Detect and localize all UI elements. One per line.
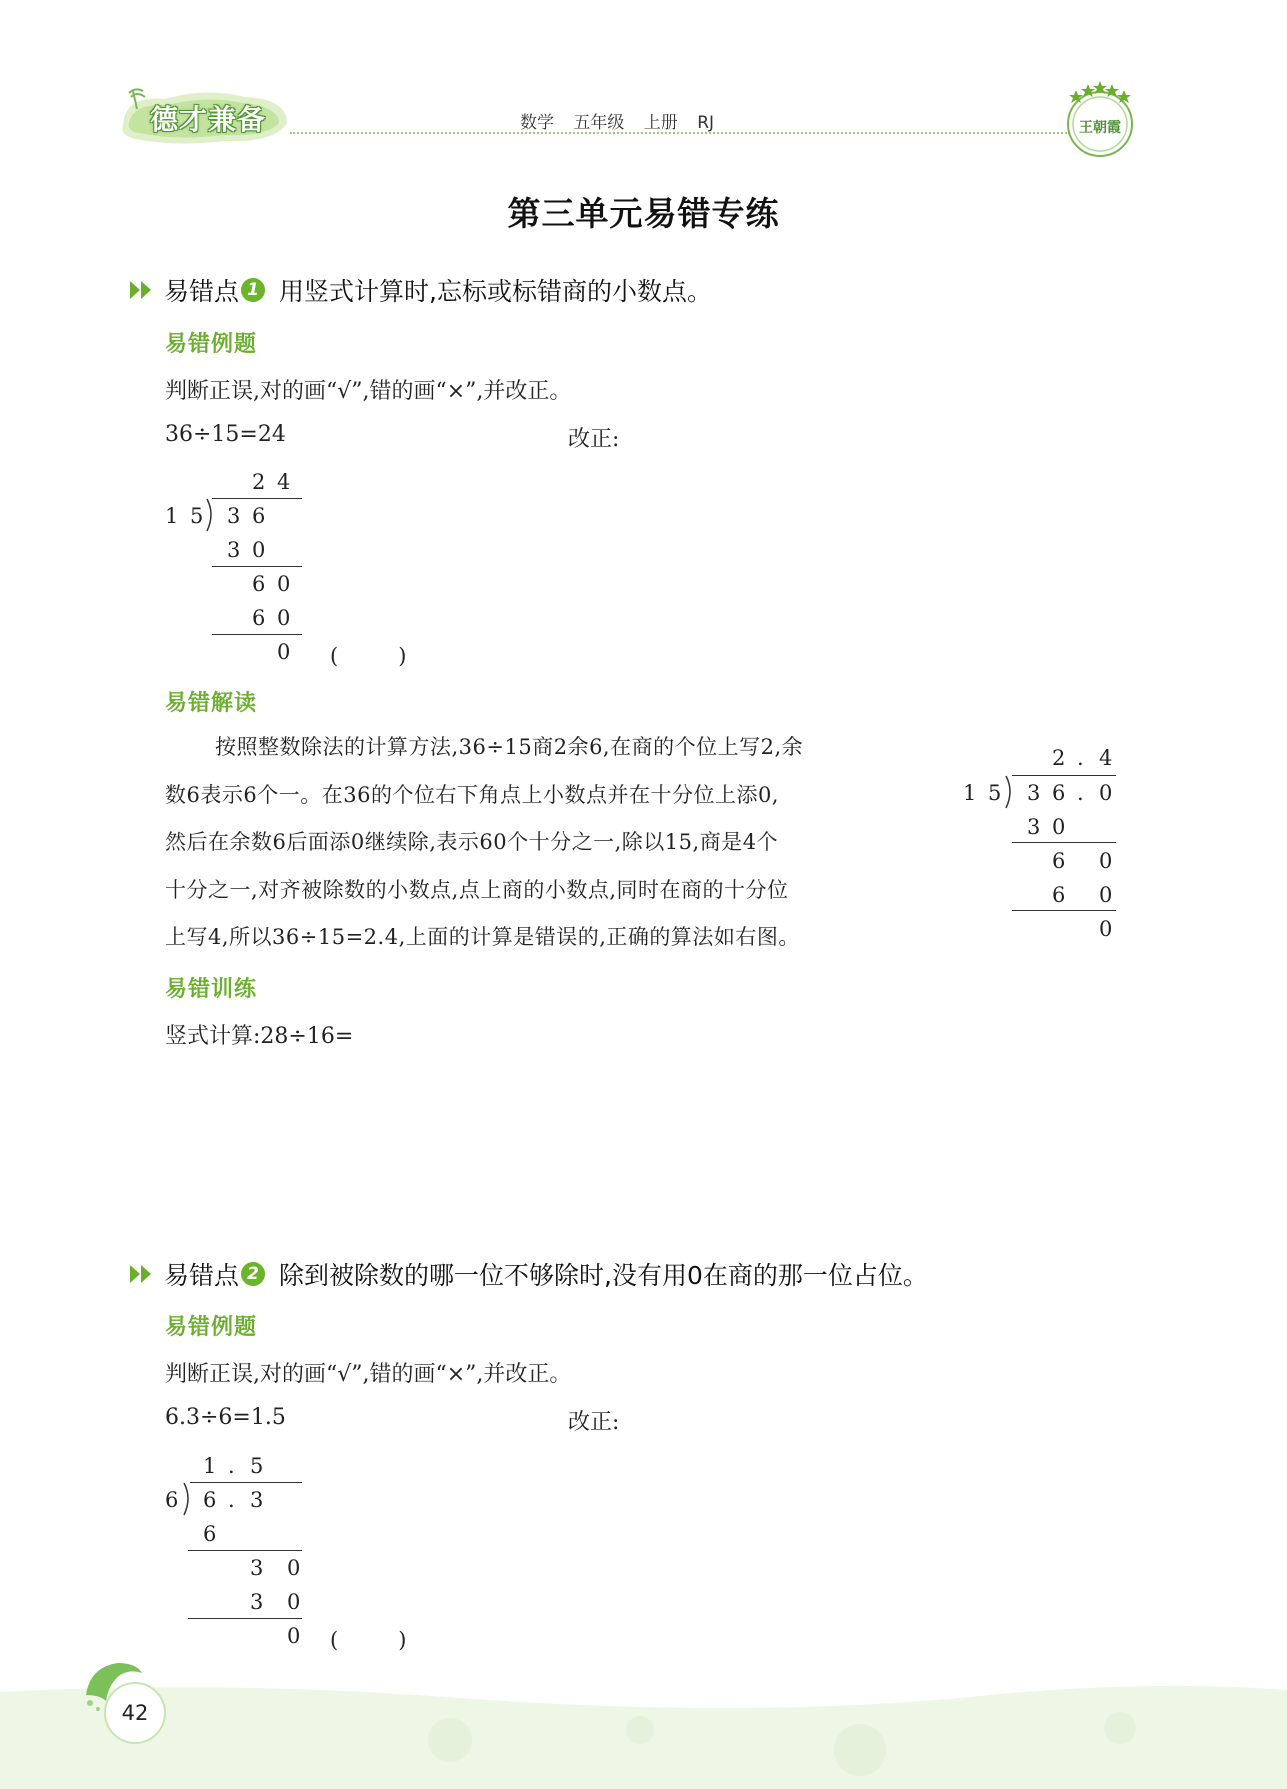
quotient-point: . <box>228 1454 235 1478</box>
step-digit: 3 <box>250 1590 264 1614</box>
step-digit: 6 <box>1052 849 1066 873</box>
quotient-digit: 2 <box>252 470 266 494</box>
remainder-digit: 0 <box>277 640 291 664</box>
error-point-2-heading <box>128 1256 928 1292</box>
correction-label-2: 改正: <box>568 1410 620 1435</box>
divisor-digit: 1 <box>165 504 179 528</box>
divisor-digit: 5 <box>190 504 204 528</box>
step-digit: 0 <box>1052 815 1066 839</box>
step-digit: 6 <box>203 1522 217 1546</box>
remainder-digit: 0 <box>1099 917 1113 941</box>
analysis-line: 按照整数除法的计算方法,36÷15商2余6,在商的个位上写2,余 <box>215 735 804 759</box>
subtraction-line <box>212 634 302 635</box>
example-heading-1: 易错例题 <box>165 332 258 357</box>
error-point-number-badge: 2 <box>241 1262 265 1286</box>
division-bracket <box>182 1482 192 1516</box>
dividend-digit: 3 <box>250 1488 264 1512</box>
instruction-2: 判断正误,对的画“√”,错的画“×”,并改正。 <box>165 1362 572 1387</box>
answer-parentheses[interactable]: ( ) <box>330 644 413 668</box>
training-heading: 易错训练 <box>165 977 258 1002</box>
step-digit: 3 <box>227 538 241 562</box>
wrong-equation-1: 36÷15=24 <box>165 422 286 447</box>
step-digit: 6 <box>252 572 266 596</box>
division-bar <box>1012 775 1116 776</box>
publisher-badge <box>1058 78 1142 162</box>
step-digit: 0 <box>1099 883 1113 907</box>
step-digit: 0 <box>277 572 291 596</box>
footer-wave-decoration <box>0 1680 1287 1789</box>
dividend-point: . <box>1077 781 1084 805</box>
dividend-digit: 0 <box>1099 781 1113 805</box>
step-digit: 6 <box>1052 883 1066 907</box>
division-bracket <box>1004 775 1014 809</box>
instruction-1: 判断正误,对的画“√”,错的画“×”,并改正。 <box>165 379 572 404</box>
step-digit: 0 <box>287 1556 301 1580</box>
divisor-digit: 5 <box>988 781 1002 805</box>
step-digit: 0 <box>1099 849 1113 873</box>
subtraction-line <box>188 1550 302 1551</box>
step-digit: 0 <box>277 606 291 630</box>
double-arrow-icon <box>128 1262 156 1286</box>
error-point-label: 易错点 <box>164 1261 240 1290</box>
error-point-description: 用竖式计算时,忘标或标错商的小数点。 <box>279 277 712 306</box>
dividend-digit: 6 <box>252 504 266 528</box>
subtraction-line <box>1012 842 1116 843</box>
double-arrow-icon <box>128 278 156 302</box>
subtraction-line <box>212 566 302 567</box>
dividend-digit: 3 <box>1027 781 1041 805</box>
division-bar <box>212 498 302 499</box>
analysis-line: 然后在余数6后面添0继续除,表示60个十分之一,除以15,商是4个 <box>165 830 779 854</box>
error-point-description: 除到被除数的哪一位不够除时,没有用0在商的那一位占位。 <box>279 1261 928 1290</box>
analysis-line: 数6表示6个一。在36的个位右下角点上小数点并在十分位上添0, <box>165 782 779 807</box>
remainder-digit: 0 <box>287 1624 301 1648</box>
analysis-heading: 易错解读 <box>165 691 258 716</box>
analysis-paragraph <box>165 724 945 962</box>
division-bar <box>190 1482 302 1483</box>
dividend-digit: 6 <box>203 1488 217 1512</box>
quotient-digit: 4 <box>277 470 291 494</box>
analysis-line: 上写4,所以36÷15=2.4,上面的计算是错误的,正确的算法如右图。 <box>165 925 800 949</box>
correction-label-1: 改正: <box>568 427 620 452</box>
badge-text: 王朝霞 <box>1079 120 1121 136</box>
answer-space[interactable] <box>165 1060 1065 1240</box>
answer-parentheses[interactable]: ( ) <box>330 1628 413 1652</box>
wrong-equation-2: 6.3÷6=1.5 <box>165 1405 286 1430</box>
divisor-digit: 6 <box>165 1488 179 1512</box>
quotient-digit: 5 <box>250 1454 264 1478</box>
error-point-number-badge: 1 <box>241 278 265 302</box>
dividend-digit: 6 <box>1052 781 1066 805</box>
quotient-digit: 1 <box>203 1454 217 1478</box>
page-number: 42 <box>104 1682 166 1744</box>
error-point-label: 易错点 <box>164 277 240 306</box>
analysis-line: 十分之一,对齐被除数的小数点,点上商的小数点,同时在商的十分位 <box>165 877 789 902</box>
example-heading-2: 易错例题 <box>165 1315 258 1340</box>
step-digit: 3 <box>250 1556 264 1580</box>
step-digit: 0 <box>252 538 266 562</box>
page-title: 第三单元易错专练 <box>507 194 780 233</box>
header-book-info: 数学 五年级 上册 RJ <box>520 113 715 133</box>
dividend-digit: 3 <box>227 504 241 528</box>
divisor-digit: 1 <box>963 781 977 805</box>
subtraction-line <box>1012 910 1116 911</box>
step-digit: 0 <box>287 1590 301 1614</box>
subtraction-line <box>188 1618 302 1619</box>
quotient-digit: 2 <box>1052 746 1066 770</box>
error-point-1-heading <box>128 272 712 308</box>
quotient-point: . <box>1077 746 1084 770</box>
step-digit: 3 <box>1027 815 1041 839</box>
quotient-digit: 4 <box>1099 746 1113 770</box>
brand-logo-text: 德才兼备 <box>150 103 267 136</box>
dividend-point: . <box>228 1488 235 1512</box>
step-digit: 6 <box>252 606 266 630</box>
division-bracket <box>205 498 215 532</box>
training-exercise: 竖式计算:28÷16= <box>165 1024 354 1049</box>
